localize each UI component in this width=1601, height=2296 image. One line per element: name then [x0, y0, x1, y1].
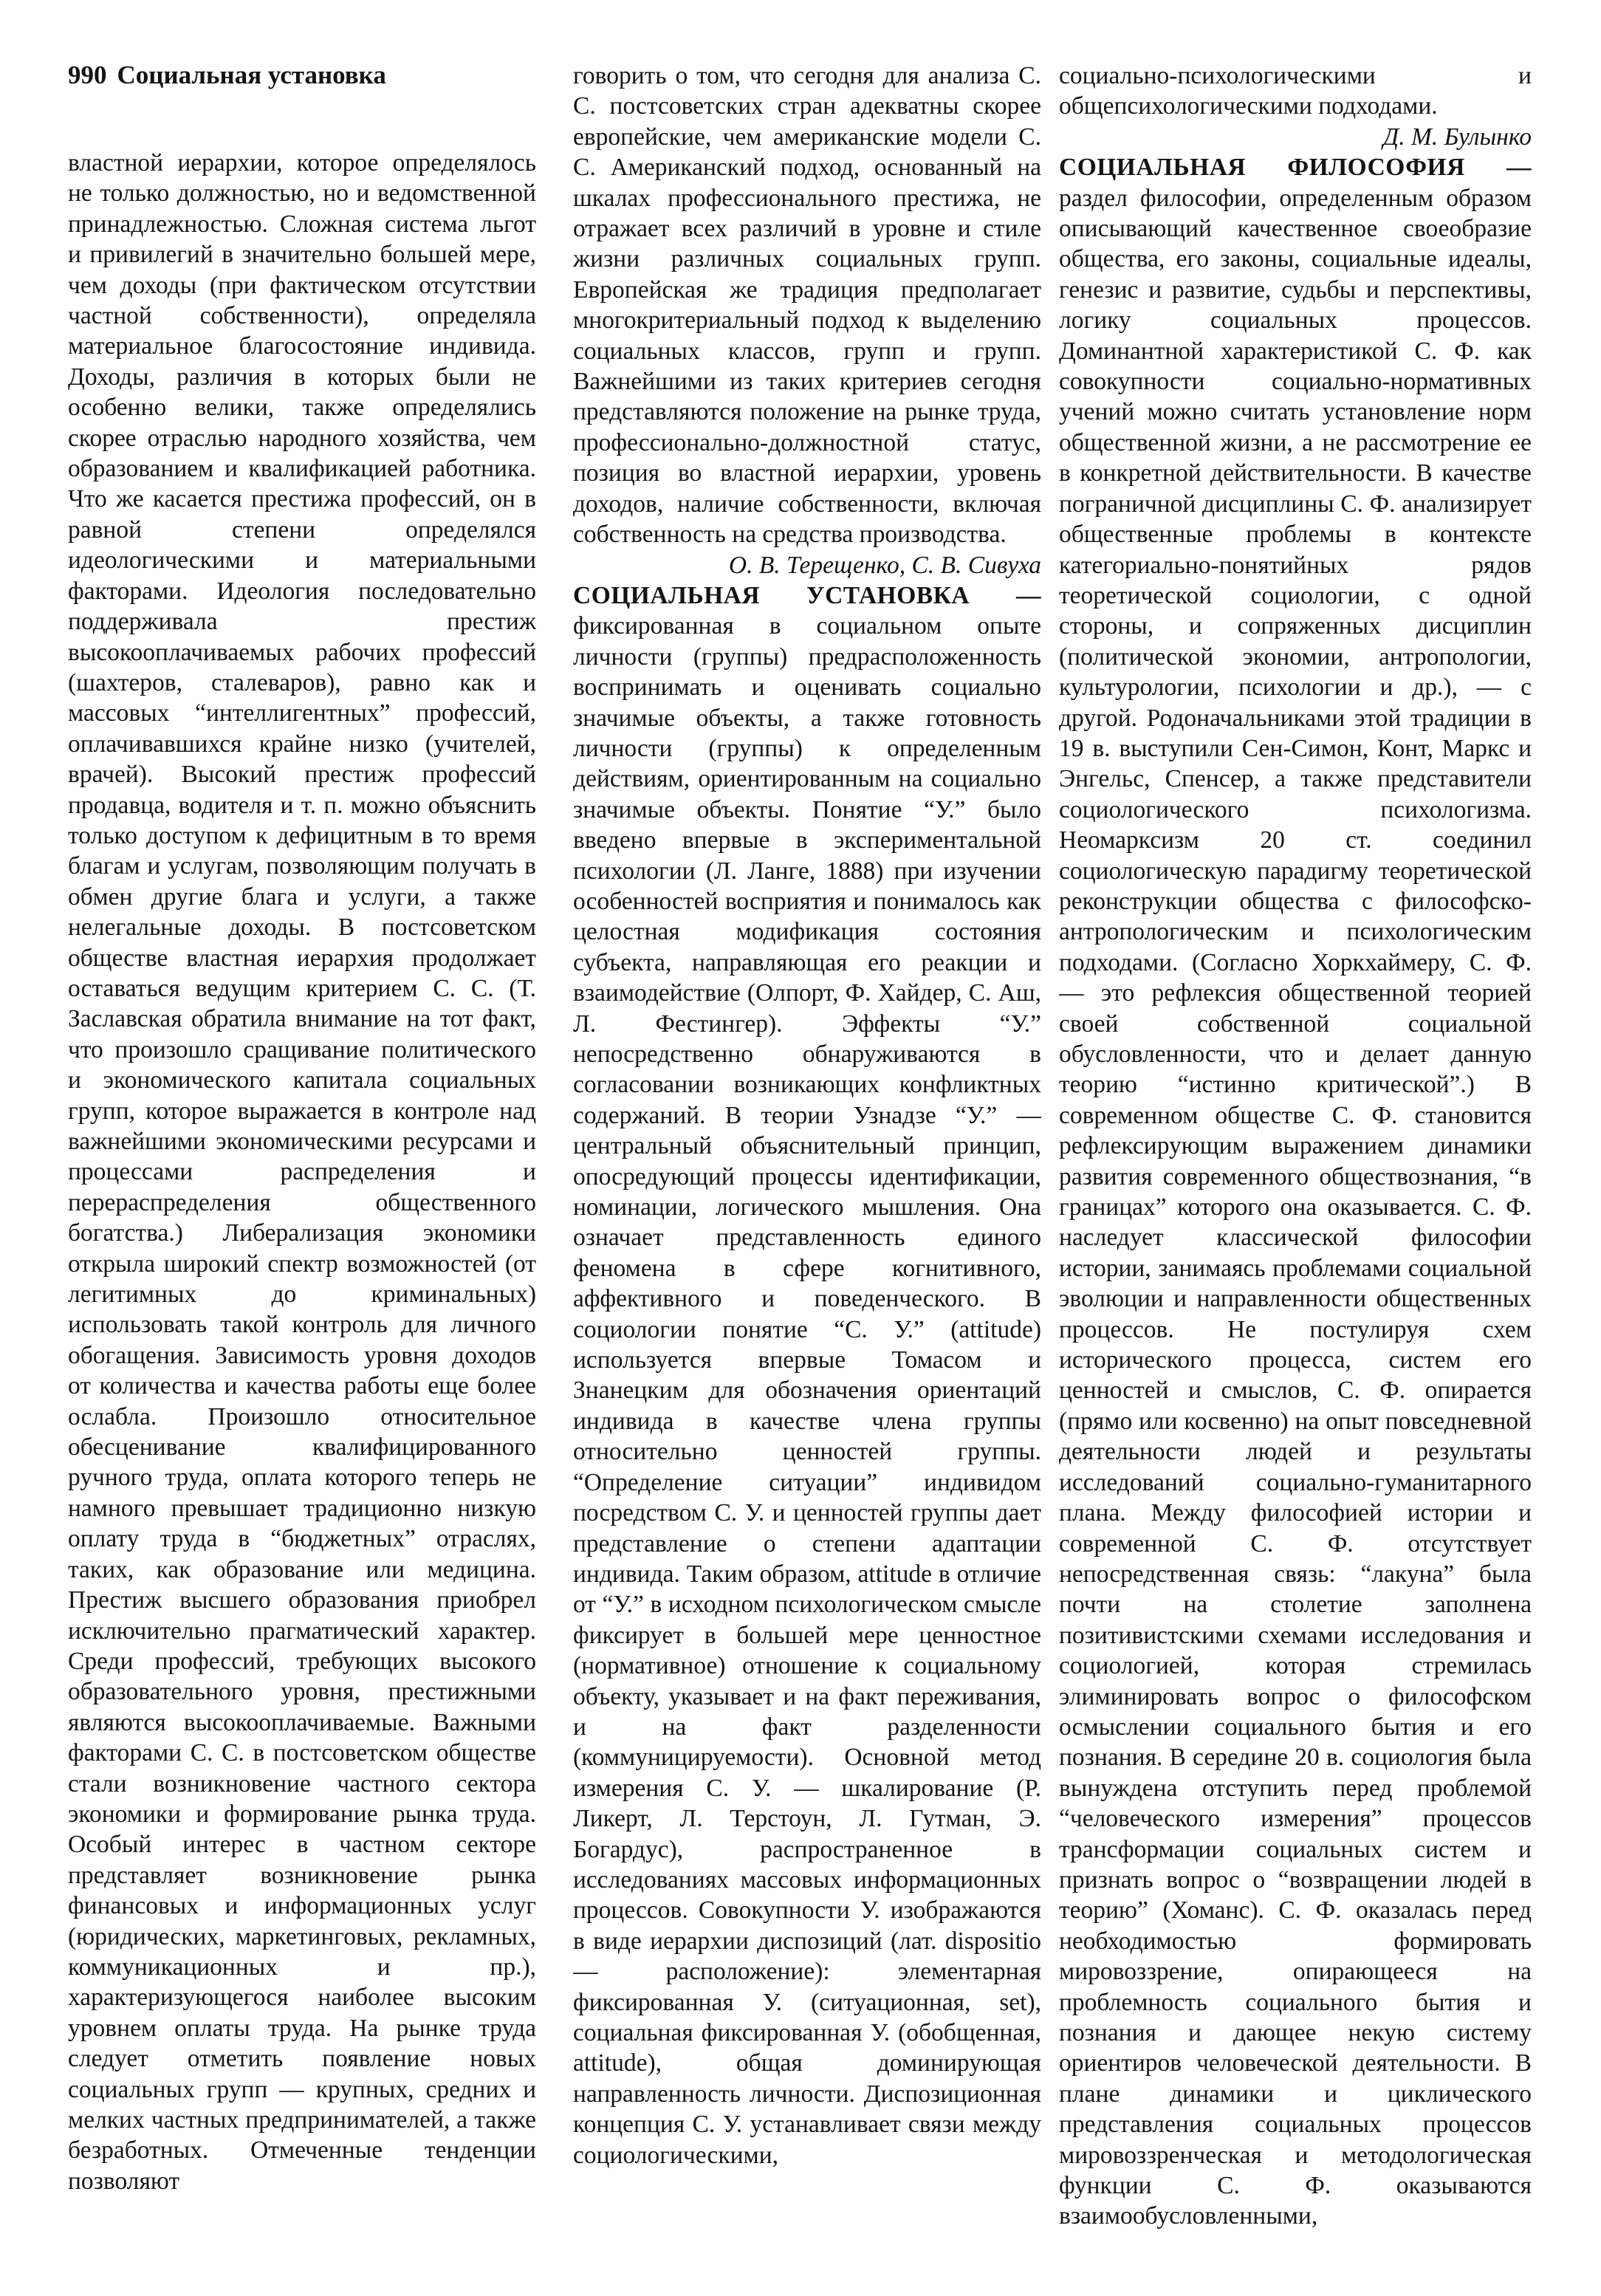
column2-continuation: говорить о том, что сегодня для анализа С. С. постсоветских стран адекватны скорее европейские, чем американские модели С. С. Американский подход, основанный на шкалах профессионального престижа, не отражает всех различий в уровне и стиле жизни различных социальных групп. Европейская же традиция предполагает многокритериальный подход к выделению социальных классов, групп и групп. Важнейшими из таких критериев сегодня представляются положение на рынке труда, профессионально-должностной статус, позиция во властной иерархии, уровень доходов, наличие собственности, включая собственность на средства производства. — [573, 62, 1041, 549]
page-number: 990 — [68, 61, 107, 89]
text-column-2 — [573, 61, 1041, 2269]
column2-signature: О. В. Терещенко, С. В. Сивуха — [728, 551, 1041, 579]
entry-headword-social-philosophy: СОЦИАЛЬНАЯ ФИЛОСОФИЯ — — [1059, 154, 1532, 182]
running-title: Социальная установка — [117, 61, 386, 89]
column1-paragraph: властной иерархии, которое определялось не только должностью, но и ведомственной принадлежностью. Сложная система льгот и привилегий в значительно большей мере, чем доходы (при фактическом отсутствии частной собственности), определяла материальное благосостояние индивида. Доходы, различия в которых были не особенно велики, также определялись скорее отраслью народного хозяйства, чем образованием и квалификацией работника. Что же касается престижа профессий, он в равной степени определялся идеологическими и материальными факторами. Идеология последовательно поддерживала престиж высокооплачиваемых рабочих профессий (шахтеров, сталеваров), равно как и массовых “интеллигентных” профессий, оплачивавшихся крайне низко (учителей, врачей). Высокий престиж профессий продавца, водителя и т. п. можно объяснить только доступом к дефицитным в то время благам и услугам, позволяющим получать в обмен другие блага и услуги, а также нелегальные доходы. В постсоветском обществе властная иерархия продолжает оставаться ведущим критерием С. С. (Т. Заславская обратила внимание на тот факт, что произошло сращивание политического и экономического капитала социальных групп, которое выражается в контроле над важнейшими экономическими ресурсами и процессами распределения и перераспределения общественного богатства.) Либерализация экономики открыла широкий спектр возможностей (от легитимных до криминальных) использовать такой контроль для личного обогащения. Зависимость уровня доходов от количества и качества работы еще более ослабла. Произошло относительное обесценивание квалифицированного ручного труда, оплата которого теперь не намного превышает традиционно низкую оплату труда в “бюджетных” отраслях, таких, как образование или медицина. Престиж высшего образования приобрел исключительно прагматический характер. Среди профессий, требующих высокого образовательного уровня, престижными являются высокооплачиваемые. Важными факторами С. С. в постсоветском обществе стали возникновение частного сектора экономики и формирование рынка труда. Особый интерес в частном секторе представляет возникновение рынка финансовых и информационных услуг (юридических, маркетинговых, рекламных, коммуникационных и пр.), характеризующегося наиболее высоким уровнем оплаты труда. На рынке труда следует отметить появление новых социальных групп — крупных, средних и мелких частных предпринимателей, а также безработных. Отмеченные тенденции позволяют — [68, 149, 536, 2195]
entry-text-social-attitude: фиксированная в социальном опыте личности (группы) предрасположенность воспринимать и оценивать социально значимые объекты, а также готовность личности (группы) к определенным действиям, ориентированным на социально значимые объекты. Понятие “У.” было введено впервые в экспериментальной психологии (Л. Ланге, 1888) при изучении особенностей восприятия и понималось как целостная модификация состояния субъекта, направляющая его реакции и взаимодействие (Олпорт, Ф. Хайдер, С. Аш, Л. Фестингер). Эффекты “У.” непосредственно обнаруживаются в согласовании возникающих конфликтных содержаний. В теории Узнадзе “У.” — центральный объяснительный принцип, опосредующий процессы идентификации, номинации, логического мышления. Она означает представленность единого феномена в сфере когнитивного, аффективного и поведенческого. В социологии понятие “С. У.” (attitude) используется впервые Томасом и Знанецким для обозначения ориентаций индивида в качестве члена группы относительно ценностей группы. “Определение ситуации” индивидом посредством С. У. и ценностей группы дает представление о степени адаптации индивида. Таким образом, attitude в отличие от “У.” в исходном психологическом смысле фиксирует в большей мере ценностное (нормативное) отношение к социальному объекту, указывает и на факт переживания, и на факт разделенности (коммуницируемости). Основной метод измерения С. У. — шкалирование (Р. Ликерт, Л. Терстоун, Л. Гутман, Э. Богардус), распространенное в исследованиях массовых информационных процессов. Совокупности У. изображаются в виде иерархии диспозиций (лат. dispositio — расположение): элементарная фиксированная У. (ситуационная, set), социальная фиксированная У. (обобщенная, attitude), общая доминирующая направленность личности. Диспозиционная концепция С. У. устанавливает связи между социологическими, — [573, 612, 1041, 2169]
text-column-1 — [68, 148, 536, 2275]
entry-text-social-philosophy: раздел философии, определенным образом описывающий качественное своеобразие общества, его законы, социальные идеалы, генезис и развитие, судьбы и перспективы, логику социальных процессов. Доминантной характеристикой С. Ф. как совокупности социально-нормативных учений можно считать установление норм общественной жизни, а не рассмотрение ее в конкретной действительности. В качестве пограничной дисциплины С. Ф. анализирует общественные проблемы в контексте категориально-понятийных рядов теоретической социологии, с одной стороны, и сопряженных дисциплин (политической экономии, антропологии, культурологии, психологии и др.), — с другой. Родоначальниками этой традиции в 19 в. выступили Сен-Симон, Конт, Маркс и Энгельс, Спенсер, а также представители социологического психологизма. Неомарксизм 20 ст. соединил социологическую парадигму теоретической реконструкции общества с философско-антропологическим и психологическим подходами. (Согласно Хоркхаймеру, С. Ф. — это рефлексия общественной теорией своей собственной социальной обусловленности, что и делает данную теорию “истинно критической”.) В современном обществе С. Ф. становится рефлексирующим выражением динамики развития современного обществознания, “в границах” которого она оказывается. С. Ф. наследует классической философии истории, занимаясь проблемами социальной эволюции и направленности общественных процессов. Не постулируя схем исторического процесса, систем его ценностей и смыслов, С. Ф. опирается (прямо или косвенно) на опыт повседневной деятельности людей и результаты исследований социально-гуманитарного плана. Между философией истории и современной С. Ф. отсутствует непосредственная связь: “лакуна” была почти на столетие заполнена позитивистскими схемами исследования и социологией, которая стремилась элиминировать вопрос о философском осмыслении социального бытия и его познания. В середине 20 в. социология была вынуждена отступить перед проблемой “человеческого измерения” процессов трансформации социальных систем и признать вопрос о “возвращении людей в теорию” (Хоманс). С. Ф. оказалась перед необходимостью формировать мировоззрение, опирающееся на проблемность социального бытия и познания и дающее некую систему ориентиров человеческой деятельности. В плане динамики и циклического представления социальных процессов мировоззренческая и методологическая функции С. Ф. оказываются взаимообусловленными, — [1059, 184, 1532, 2230]
entry-headword-social-attitude: СОЦИАЛЬНАЯ УСТАНОВКА — — [573, 581, 1041, 609]
entry-social-attitude — [573, 580, 1041, 2170]
column3-continuation: социально-психологическими и общепсихологическими подходами. — [1059, 62, 1532, 120]
column3-signature: Д. М. Булынко — [1382, 123, 1532, 151]
text-column-3 — [1059, 61, 1532, 2269]
entry-social-philosophy — [1059, 152, 1532, 2232]
running-header — [68, 61, 386, 90]
